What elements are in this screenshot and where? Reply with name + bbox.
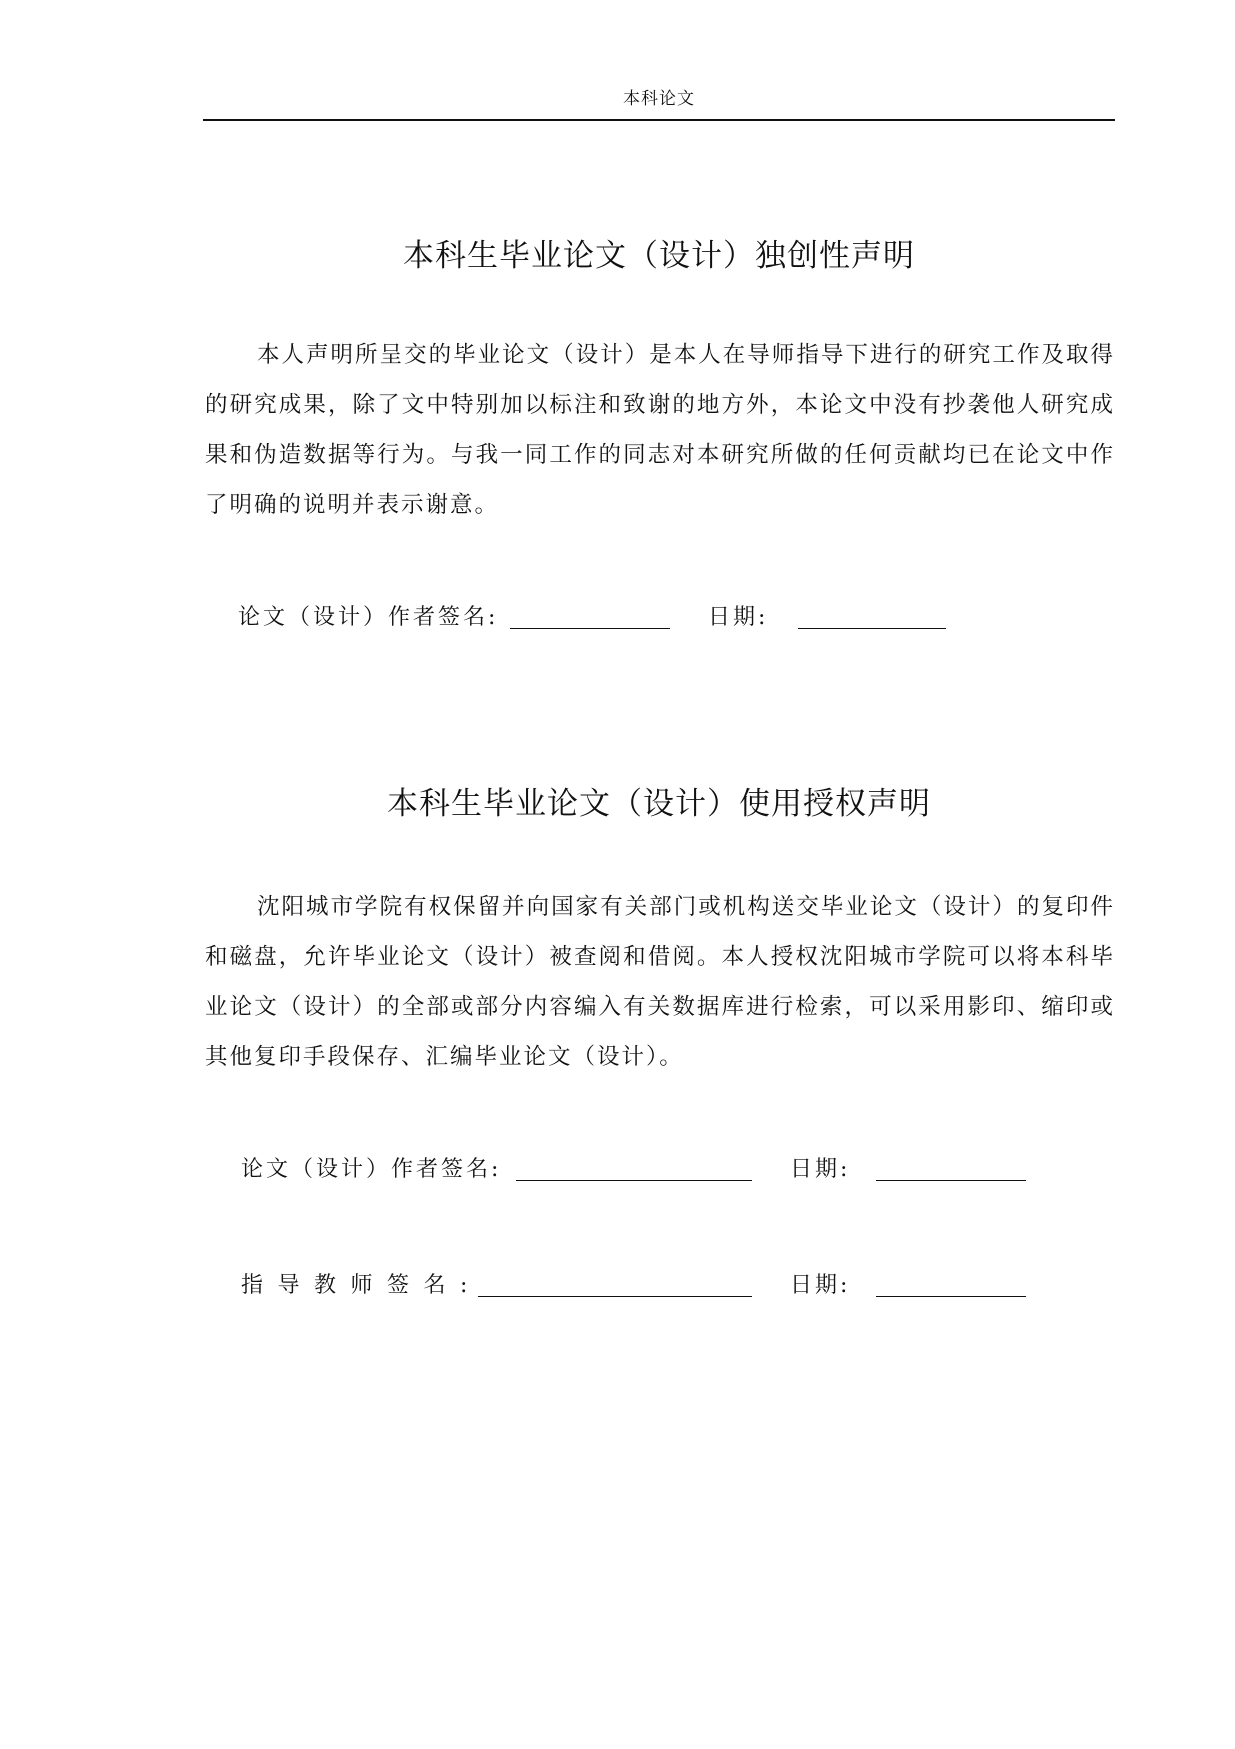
- originality-body: 本人声明所呈交的毕业论文（设计）是本人在导师指导下进行的研究工作及取得的研究成果，除了文中特别加以标注和致谢的地方外，本论文中没有抄袭他人研究成果和伪造数据等行为。与我一同工作的同志对本研究所做的任何贡献均已在论文中作了明确的说明并表示谢意。: [205, 342, 1115, 518]
- authorization-body: 沈阳城市学院有权保留并向国家有关部门或机构送交毕业论文（设计）的复印件和磁盘，允许毕业论文（设计）被查阅和借阅。本人授权沈阳城市学院可以将本科毕业论文（设计）的全部或部分内容编入有关数据库进行检索，可以采用影印、缩印或其他复印手段保存、汇编毕业论文（设计）。: [205, 894, 1115, 1070]
- originality-title: 本科生毕业论文（设计）独创性声明: [403, 238, 915, 274]
- authorization-author-signature-label: 论文（设计）作者签名:: [241, 1157, 502, 1182]
- authorization-title: 本科生毕业论文（设计）使用授权声明: [387, 786, 931, 822]
- originality-date-label: 日期:: [708, 605, 769, 630]
- running-header: 本科论文: [623, 89, 695, 109]
- header-rule: [203, 119, 1115, 121]
- advisor-date-line[interactable]: [876, 1296, 1026, 1297]
- advisor-date-label: 日期:: [790, 1273, 851, 1298]
- originality-author-signature-label: 论文（设计）作者签名:: [238, 605, 499, 630]
- originality-author-signature-line[interactable]: [510, 628, 670, 629]
- originality-date-line[interactable]: [798, 628, 946, 629]
- advisor-signature-label: 指导教师签名:: [241, 1273, 482, 1298]
- authorization-author-date-label: 日期:: [790, 1157, 851, 1182]
- advisor-signature-line[interactable]: [478, 1296, 752, 1297]
- authorization-author-signature-line[interactable]: [516, 1180, 752, 1181]
- authorization-author-date-line[interactable]: [876, 1180, 1026, 1181]
